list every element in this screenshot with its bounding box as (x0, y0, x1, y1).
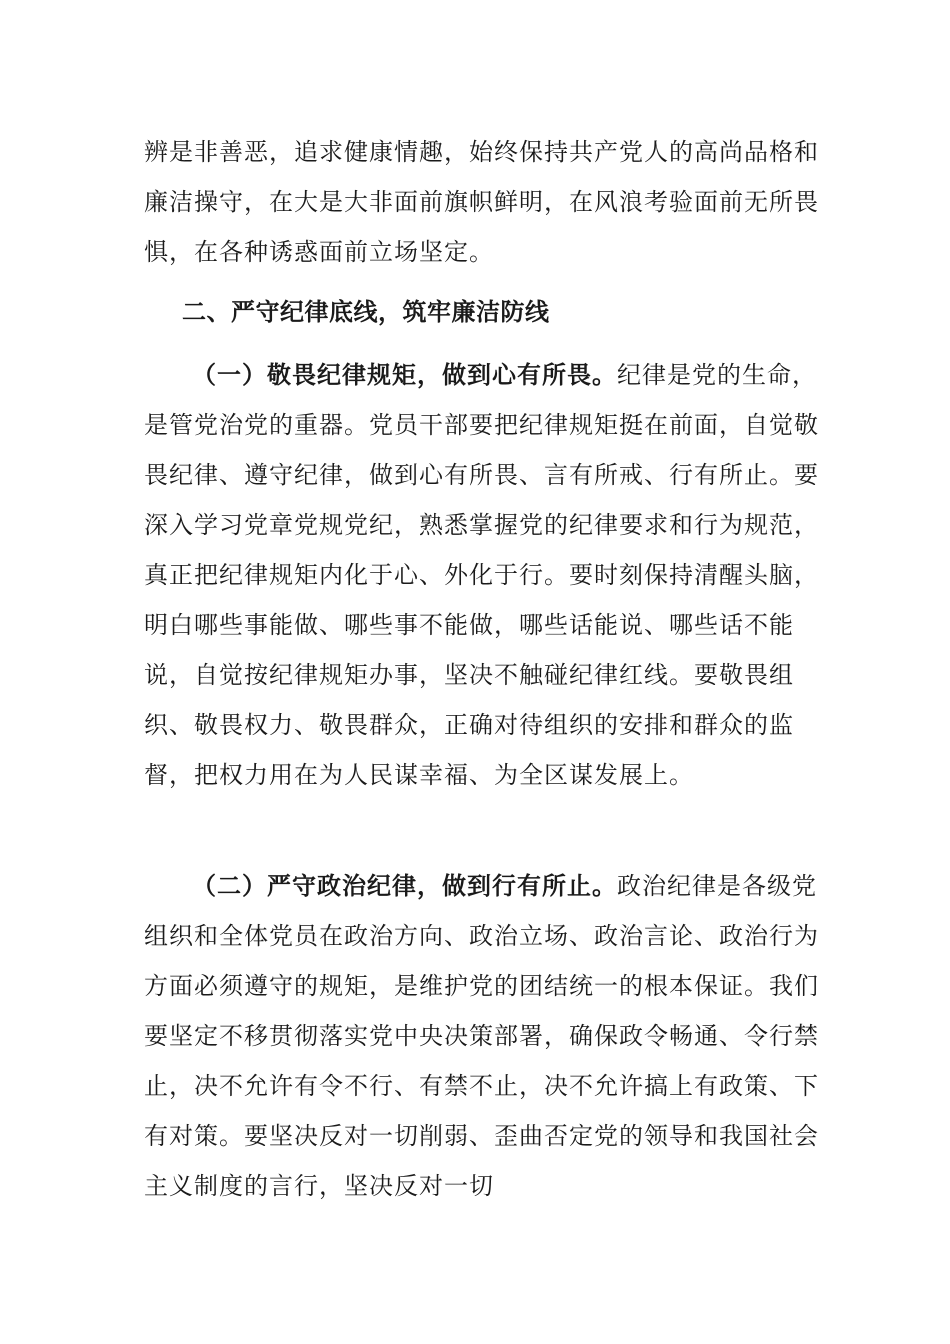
paragraph-continuation: 辨是非善恶，追求健康情趣，始终保持共产党人的高尚品格和廉洁操守，在大是大非面前旗帜鲜明，在风浪考验面前无所畏惧，在各种诱惑面前立场坚定。 (144, 138, 819, 266)
subsection-1-paragraph (144, 350, 824, 800)
subsection-1-body: 纪律是党的生命，是管党治党的重器。党员干部要把纪律规矩挺在前面，自觉敬畏纪律、遵守纪律，做到心有所畏、言有所戒、行有所止。要深入学习党章党规党纪，熟悉掌握党的纪律要求和行为规范，真正把纪律规矩内化于心、外化于行。要时刻保持清醒头脑，明白哪些事能做、哪些事不能做，哪些话能说、哪些话不能说，自觉按纪律规矩办事，坚决不触碰纪律红线。要敬畏组织、敬畏权力、敬畏群众，正确对待组织的安排和群众的监督，把权力用在为人民谋幸福、为全区谋发展上。 (144, 361, 819, 789)
subsection-1-lead: （一）敬畏纪律规矩，做到心有所畏。 (192, 361, 617, 389)
section-heading: 二、严守纪律底线，筑牢廉洁防线 (182, 298, 550, 326)
subsection-2-lead: （二）严守政治纪律，做到行有所止。 (192, 872, 617, 900)
subsection-2-paragraph (144, 861, 824, 1211)
subsection-2-body: 政治纪律是各级党组织和全体党员在政治方向、政治立场、政治言论、政治行为方面必须遵守的规矩，是维护党的团结统一的根本保证。我们要坚定不移贯彻落实党中央决策部署，确保政令畅通、令行禁止，决不允许有令不行、有禁不止，决不允许搞上有政策、下有对策。要坚决反对一切削弱、歪曲否定党的领导和我国社会主义制度的言行，坚决反对一切 (144, 872, 819, 1200)
